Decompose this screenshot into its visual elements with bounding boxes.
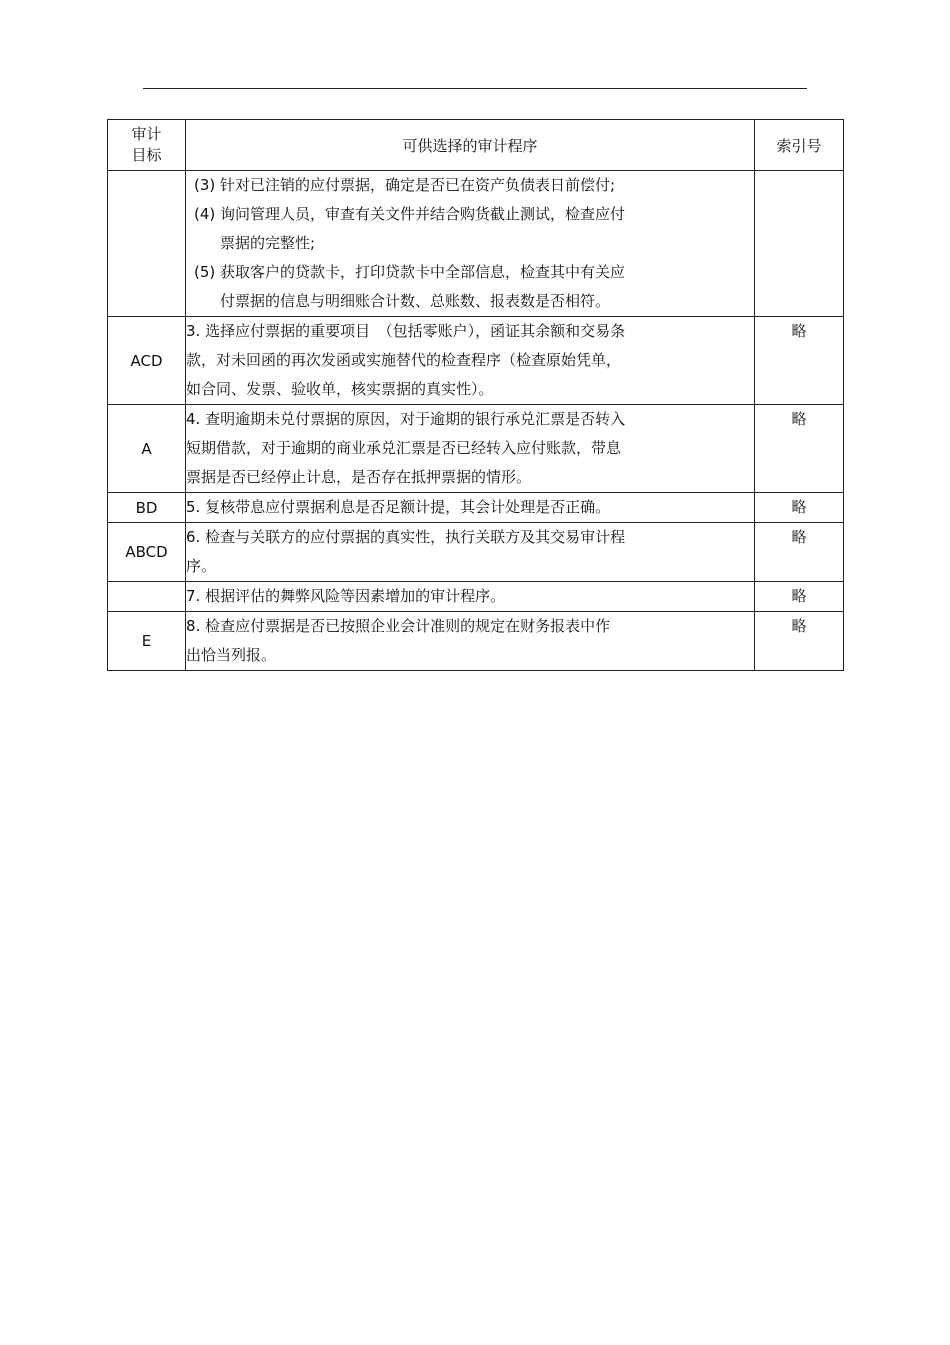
sub-item [186,258,754,316]
procedure-line: 票据是否已经停止计息，是否存在抵押票据的情形。 [186,468,532,486]
cell-goal: ABCD [108,523,186,582]
cell-index: 略 [755,317,844,405]
cell-goal: E [108,612,186,671]
table-row [108,493,844,523]
cell-procedure [186,405,755,493]
table-row [108,612,844,671]
cell-procedure [186,317,755,405]
cell-goal: BD [108,493,186,523]
sub-item-continuation: 付票据的信息与明细账合计数、总账数、报表数是否相符。 [220,292,611,310]
cell-index: 略 [755,582,844,612]
cell-procedure [186,582,755,612]
cell-index: 略 [755,493,844,523]
procedure-line: 6. 检查与关联方的应付票据的真实性，执行关联方及其交易审计程 [186,528,626,546]
header-index: 索引号 [755,120,844,171]
procedure-line: 4. 查明逾期未兑付票据的原因，对于逾期的银行承兑汇票是否转入 [186,410,626,428]
procedure-line: 短期借款，对于逾期的商业承兑汇票是否已经转入应付账款，带息 [186,439,622,457]
cell-index: 略 [755,523,844,582]
cell-procedure [186,171,755,317]
procedure-line: 3. 选择应付票据的重要项目 （包括零账户），函证其余额和交易条 [186,322,626,340]
cell-procedure [186,523,755,582]
cell-goal [108,171,186,317]
sub-item-line: (4) 询问管理人员，审查有关文件并结合购货截止测试，检查应付 [194,205,626,223]
procedure-line: 款，对未回函的再次发函或实施替代的检查程序（检查原始凭单， [186,351,622,369]
cell-goal: ACD [108,317,186,405]
audit-procedure-table [107,119,844,671]
header-audit-goal [108,120,186,171]
table-row [108,523,844,582]
procedure-line: 如合同、发票、验收单，核实票据的真实性）。 [186,380,494,398]
cell-goal [108,582,186,612]
table-row [108,171,844,317]
cell-index: 略 [755,612,844,671]
header-goal-line1: 审计 [131,125,162,143]
cell-procedure [186,493,755,523]
header-goal-line2: 目标 [131,146,162,164]
cell-procedure [186,612,755,671]
table-row [108,317,844,405]
sub-item-line: (3) 针对已注销的应付票据，确定是否已在资产负债表日前偿付; [194,176,616,194]
sub-item [186,171,754,200]
table-header-row [108,120,844,171]
procedure-line: 5. 复核带息应付票据利息是否足额计提，其会计处理是否正确。 [186,498,611,516]
procedure-line: 8. 检查应付票据是否已按照企业会计准则的规定在财务报表中作 [186,617,611,635]
cell-index [755,171,844,317]
cell-goal: A [108,405,186,493]
sub-item [186,200,754,258]
cell-index: 略 [755,405,844,493]
procedure-line: 序。 [186,557,217,575]
header-procedure: 可供选择的审计程序 [186,120,755,171]
procedure-line: 出恰当列报。 [186,646,277,664]
table-row [108,405,844,493]
sub-item-continuation: 票据的完整性; [220,234,316,252]
table-row [108,582,844,612]
procedure-line: 7. 根据评估的舞弊风险等因素增加的审计程序。 [186,587,506,605]
sub-item-line: (5) 获取客户的贷款卡，打印贷款卡中全部信息，检查其中有关应 [194,263,626,281]
header-rule [143,88,807,89]
